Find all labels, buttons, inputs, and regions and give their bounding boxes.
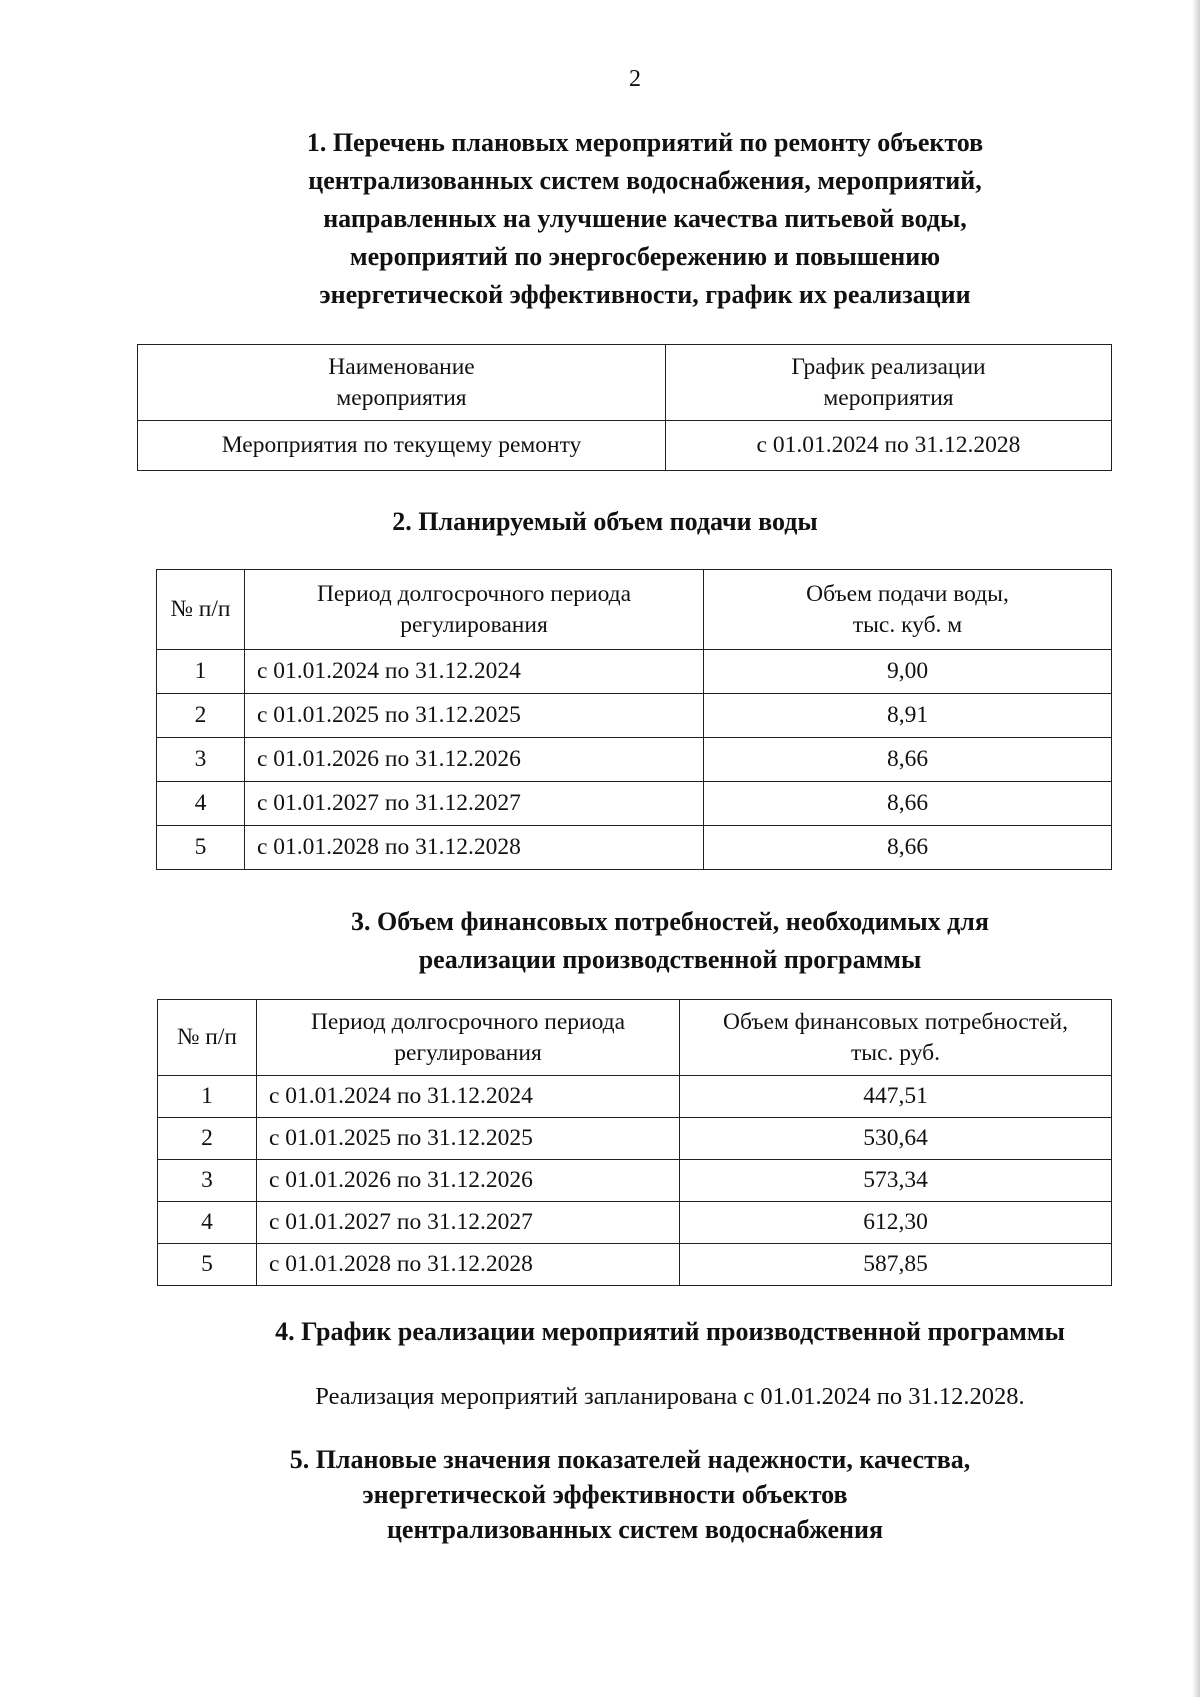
section2-title-line: 2. Планируемый объем подачи воды — [392, 507, 818, 536]
table-cell: с 01.01.2024 по 31.12.2028 — [666, 421, 1112, 471]
section1-title — [0, 124, 1200, 314]
table-row — [158, 1160, 1112, 1202]
table-cell: 1 — [158, 1076, 257, 1118]
table-cell: с 01.01.2026 по 31.12.2026 — [245, 738, 704, 782]
section4-title — [0, 1313, 1200, 1351]
section3-title — [0, 903, 1200, 979]
page-number: 2 — [629, 66, 641, 92]
activities-table — [137, 344, 1112, 471]
section5-title — [0, 1442, 1200, 1547]
table-cell: 8,66 — [704, 782, 1112, 826]
table-cell: 4 — [157, 782, 245, 826]
table-cell: с 01.01.2025 по 31.12.2025 — [257, 1118, 680, 1160]
table-cell: 573,34 — [680, 1160, 1112, 1202]
section1-title-line: 1. Перечень плановых мероприятий по ремонту объектов — [306, 128, 984, 157]
table-cell: 8,66 — [704, 826, 1112, 870]
table-cell: 612,30 — [680, 1202, 1112, 1244]
table-cell: с 01.01.2028 по 31.12.2028 — [245, 826, 704, 870]
section1-title-line: энергетической эффективности, график их реализации — [319, 280, 971, 309]
header-cell-number: № п/п — [158, 1000, 257, 1076]
section1-title-line: централизованных систем водоснабжения, мероприятий, — [308, 166, 982, 195]
table-cell: с 01.01.2027 по 31.12.2027 — [245, 782, 704, 826]
section5-title-line: централизованных систем водоснабжения — [386, 1515, 884, 1544]
section1-title-line: направленных на улучшение качества питьевой воды, — [323, 204, 967, 233]
table-cell: 5 — [157, 826, 245, 870]
table-row — [157, 650, 1112, 694]
table-cell: 5 — [158, 1244, 257, 1286]
table-row — [157, 694, 1112, 738]
table-cell: 2 — [158, 1118, 257, 1160]
table-row — [158, 1118, 1112, 1160]
section1-title-line: мероприятий по энергосбережению и повышению — [349, 242, 941, 271]
table-cell: 8,91 — [704, 694, 1112, 738]
header-cell-period: Период долгосрочного периода регулирования — [257, 1000, 680, 1076]
section5-title-line: энергетической эффективности объектов — [362, 1480, 848, 1509]
table-row — [138, 421, 1112, 471]
header-cell-financial-volume: Объем финансовых потребностей, тыс. руб. — [680, 1000, 1112, 1076]
table-cell: с 01.01.2024 по 31.12.2024 — [257, 1076, 680, 1118]
table-cell: с 01.01.2024 по 31.12.2024 — [245, 650, 704, 694]
table-cell: с 01.01.2025 по 31.12.2025 — [245, 694, 704, 738]
table-header-row — [157, 570, 1112, 650]
table-row — [157, 738, 1112, 782]
table-cell: 3 — [158, 1160, 257, 1202]
table-header-row — [158, 1000, 1112, 1076]
table-row — [158, 1076, 1112, 1118]
table-cell: 587,85 — [680, 1244, 1112, 1286]
table-row — [157, 826, 1112, 870]
table-row — [157, 782, 1112, 826]
table-cell: 4 — [158, 1202, 257, 1244]
table-row — [158, 1244, 1112, 1286]
water-supply-table — [156, 569, 1112, 870]
header-cell-volume: Объем подачи воды, тыс. куб. м — [704, 570, 1112, 650]
section5-title-line: 5. Плановые значения показателей надежности, качества, — [289, 1445, 971, 1474]
section3-title-line: реализации производственной программы — [418, 945, 922, 974]
table-cell: с 01.01.2027 по 31.12.2027 — [257, 1202, 680, 1244]
section3-title-line: 3. Объем финансовых потребностей, необходимых для — [351, 907, 989, 936]
section2-title — [0, 503, 1200, 541]
table-cell: с 01.01.2028 по 31.12.2028 — [257, 1244, 680, 1286]
table-row — [158, 1202, 1112, 1244]
table-cell: 9,00 — [704, 650, 1112, 694]
table-header-row — [138, 345, 1112, 421]
table-cell: 447,51 — [680, 1076, 1112, 1118]
table-cell: Мероприятия по текущему ремонту — [138, 421, 666, 471]
header-cell-activity-name: Наименование мероприятия — [138, 345, 666, 421]
table-cell: 1 — [157, 650, 245, 694]
table-cell: 8,66 — [704, 738, 1112, 782]
section4-body: Реализация мероприятий запланирована с 01.01.2024 по 31.12.2028. — [315, 1383, 1025, 1410]
section4-title-line: 4. График реализации мероприятий производственной программы — [275, 1317, 1065, 1346]
header-cell-number: № п/п — [157, 570, 245, 650]
table-cell: 530,64 — [680, 1118, 1112, 1160]
table-cell: 3 — [157, 738, 245, 782]
header-cell-schedule: График реализации мероприятия — [666, 345, 1112, 421]
table-cell: 2 — [157, 694, 245, 738]
table-cell: с 01.01.2026 по 31.12.2026 — [257, 1160, 680, 1202]
header-cell-period: Период долгосрочного периода регулирования — [245, 570, 704, 650]
financial-needs-table — [157, 999, 1112, 1286]
